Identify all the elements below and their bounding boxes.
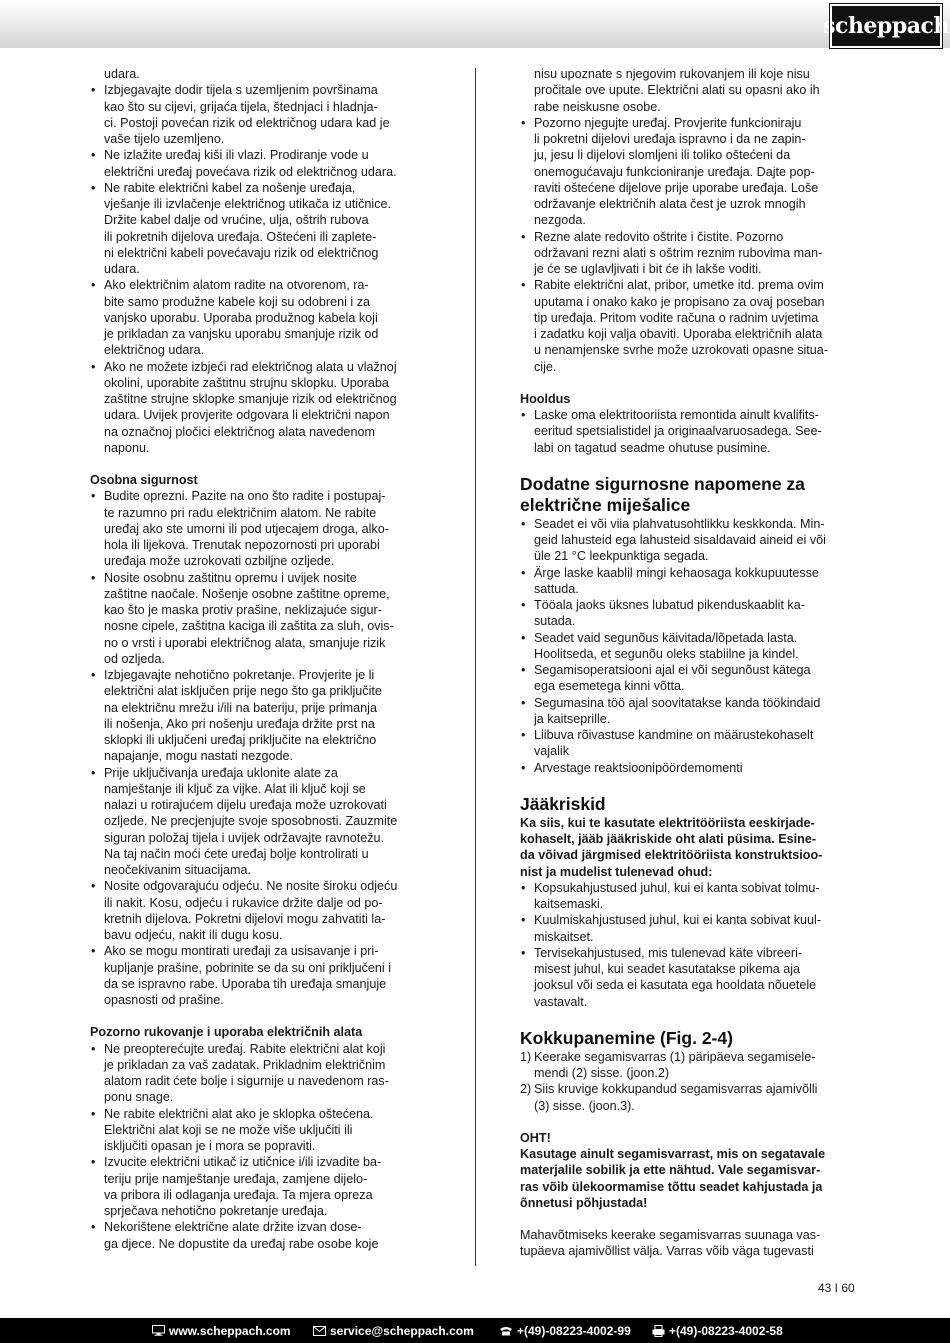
text-line: kaitsemaski. xyxy=(534,897,604,911)
fax-icon xyxy=(652,1325,665,1337)
text-line: va pribora ili odlaganja uređaja. Ta mjera opreza xyxy=(104,1187,373,1202)
text-line: vanjsko uporabu. Uporaba produžnog kabela koji xyxy=(104,310,378,325)
text-line: Hoolitseda, et segunõu oleks stabiilne ja kindel. xyxy=(534,646,799,661)
text-line: • Izbjegavajte dodir tijela s uzemljenim površinama xyxy=(104,83,378,98)
text-line: ozljede. Ne precjenjujte svoje sposobnosti. Zauzmite xyxy=(104,814,398,829)
left-column xyxy=(90,66,435,1252)
text-line: električni alat isključen prije nego što ga priključite xyxy=(104,684,382,699)
header-band xyxy=(0,0,950,48)
text-line: udara. Uvijek provjerite odgovara li električni napon xyxy=(104,408,390,423)
text-line: je prikladan za vaš zadatak. Prikladnim električnim xyxy=(104,1057,386,1072)
text-line: nosne cipele, zaštitna kaciga ili zaštita za sluh, ovis- xyxy=(104,619,394,634)
bullet-item xyxy=(90,147,435,180)
text-line: onemogućavaju funkcioniranje uređaja. Dajte pop- xyxy=(534,164,815,179)
text-line: misest juhul, kui seadet kasutatakse pikema aja xyxy=(534,962,801,976)
bullet-item xyxy=(520,277,865,375)
text-line: kupljanje prašine, pobrinite se da su oni priključeni i xyxy=(104,960,392,975)
phone-text: +(49)-08223-4002-99 xyxy=(517,1323,631,1338)
text-line: ili nošenja, Ako pri nošenju uređaja držite prst na xyxy=(104,716,375,731)
text-line: Električni alat koji se ne može više uključiti ili xyxy=(104,1122,353,1137)
bullet-item xyxy=(520,630,865,663)
bullet-item xyxy=(520,880,865,913)
text-line: električnog udara. xyxy=(104,343,205,358)
text-line: • Rabite električni alat, pribor, umetke itd. prema ovim xyxy=(534,278,824,293)
text-line: • Kopsukahjustused juhul, kui ei kanta sobivat tolmu- xyxy=(534,880,820,895)
bullet-item xyxy=(90,1041,435,1106)
text-line: neočekivanim situacijama. xyxy=(104,863,251,877)
text-line: nalazi u rotirajućem dijelu uređaja može uzrokovati xyxy=(104,798,387,812)
text-line: električni uređaj povećava rizik od električnog udara. xyxy=(104,164,397,179)
text-line: namještanje ili ključ za vijke. Alat ili ključ koji se xyxy=(104,781,366,796)
text-line: geid lahusteid ega lahusteid sisaldavaid aineid ei või xyxy=(534,533,826,547)
bullet-item xyxy=(520,912,865,945)
column-divider xyxy=(475,68,476,1266)
text-line: sattuda. xyxy=(534,581,579,596)
text-line: od ozljeda. xyxy=(104,651,165,666)
bullet-item xyxy=(90,1219,435,1252)
text-line: da võivad järgmised elektritööriista konstruktsioo- xyxy=(520,848,823,863)
phone-icon xyxy=(499,1326,513,1336)
text-line: Keerake segamisvarras (1) päripäeva segamisele- xyxy=(534,1049,816,1064)
text-line: okolini, uporabite zaštitnu strujnu sklopku. Uporaba xyxy=(104,375,389,390)
footer-phone[interactable] xyxy=(499,1318,631,1343)
text-line: raviti oštećene dijelove prije uporabe uređaja. Loše xyxy=(534,180,819,195)
bullet-item xyxy=(90,1154,435,1219)
text-line: kohaselt, jääb jääkriskide oht alati püsima. Esine- xyxy=(520,832,817,846)
text-line: isključiti opasan je i mora se popraviti. xyxy=(104,1139,316,1153)
text-line: ci. Postoji povećan rizik od električnog udara kad je xyxy=(104,115,390,130)
text-line: • Ako se mogu montirati uređaji za usisavanje i pri- xyxy=(104,944,379,959)
text-line: • Ne preopterećujte uređaj. Rabite električni alat koji xyxy=(104,1041,386,1056)
footer-bar xyxy=(0,1318,950,1343)
bullet-item xyxy=(520,229,865,278)
text-line: nist ja mudelist tulenevad ohud: xyxy=(520,864,713,879)
continued-text: udara. xyxy=(104,67,140,81)
text-line: • Prije uključivanja uređaja uklonite alate za xyxy=(104,765,338,780)
hooldus-list xyxy=(520,407,865,456)
text-line: • Tööala jaoks üksnes lubatud pikenduskaablit ka- xyxy=(534,598,805,612)
text-line: je će se uglavljivati i bit će ih lakše voditi. xyxy=(534,262,762,276)
text-line: • Rezne alate redovito oštrite i čistite. Pozorno xyxy=(534,229,784,244)
text-line: zaštitne naočale. Nošenje osobne zaštitne opreme, xyxy=(104,586,390,601)
text-line: • Ako električnim alatom radite na otvorenom, ra- xyxy=(104,278,369,293)
monitor-icon xyxy=(152,1325,165,1336)
bullet-item xyxy=(520,662,865,695)
text-line: ras võib ülekoormamise tõttu seadet kahjustada ja xyxy=(520,1179,823,1194)
danger-heading: OHT! xyxy=(520,1130,551,1145)
text-line: sutada. xyxy=(534,614,576,629)
text-line: • Seadet ei või viia plahvatusohtlikku keskkonda. Min- xyxy=(534,516,825,531)
bullet-item xyxy=(520,407,865,456)
text-line: sklopki ili uključeni uređaj priključite na električno xyxy=(104,733,377,747)
text-line: uređaj ako ste umorni ili pod utjecajem droga, alko- xyxy=(104,521,389,536)
footer-email[interactable] xyxy=(313,1318,474,1343)
text-line: tupäeva ajamivõllist välja. Varras võib väga tugevasti xyxy=(520,1244,814,1259)
text-line: Siis kruvige kokkupandud segamisvarras ajamivõlli xyxy=(534,1082,818,1097)
residual-risks-list xyxy=(520,880,865,1010)
text-line: i zadatku koji valja obaviti. Uporaba električnih alata xyxy=(534,327,823,341)
fax-text: +(49)-08223-4002-58 xyxy=(669,1323,783,1338)
residual-risks-intro xyxy=(520,815,865,880)
text-line: Mahavõtmiseks keerake segamisvarras suunaga vas- xyxy=(520,1228,821,1242)
bullet-item xyxy=(90,765,435,879)
section-heading-tool-handling: Pozorno rukovanje i uporaba električnih alata xyxy=(90,1025,363,1040)
footer-website[interactable] xyxy=(152,1318,291,1343)
text-line: vaše tijelo uzemljeno. xyxy=(104,132,225,146)
website-text: www.scheppach.com xyxy=(169,1323,291,1338)
danger-text xyxy=(520,1146,865,1211)
text-line: je prikladan za vanjsku uporabu smanjuje rizik od xyxy=(104,327,379,341)
text-line: miskaitset. xyxy=(534,929,594,944)
text-line: üle 21 °C leekpunktiga segada. xyxy=(534,549,709,564)
bullet-item xyxy=(520,695,865,728)
text-line: labi on tagatud seadme ohutuse pusimine. xyxy=(534,440,771,455)
bullet-item xyxy=(90,667,435,765)
bullet-item xyxy=(90,878,435,943)
text-line: ili pokretnih dijelova uređaja. Oštećeni ili zaplete- xyxy=(104,229,377,244)
text-line: • Izvucite električni utikač iz utičnice i/ili izvadite ba- xyxy=(104,1155,382,1170)
bullet-item xyxy=(90,180,435,278)
text-line: • Laske oma elektritooriista remontida ainult kvalifits- xyxy=(534,408,819,422)
section-heading-residual-risks: Jääkriskid xyxy=(520,793,606,814)
text-line: ili nakit. Kosu, odjeću i rukavice držite dalje od po- xyxy=(104,895,383,910)
brand-logo: scheppach xyxy=(830,4,942,48)
text-line: održavanje električnih alata čest je uzrok mnogih xyxy=(534,197,806,211)
bullet-item xyxy=(90,359,435,457)
text-line: tip uređaja. Pritom vodite računa o radnim uvjetima xyxy=(534,310,819,325)
bullet-item xyxy=(90,277,435,358)
text-line: ponu snage. xyxy=(104,1090,174,1105)
continued-text xyxy=(520,66,865,115)
text-line: • Budite oprezni. Pazite na ono što radite i postupaj- xyxy=(104,489,386,504)
text-line: • Izbjegavajte nehotično pokretanje. Provjerite je li xyxy=(104,668,375,682)
text-line: jooksul või seda ei kasutata ega hooldata nõuetele xyxy=(534,978,817,993)
text-line: (3) sisse. (joon.3). xyxy=(534,1098,635,1113)
section-heading-mixer-safety xyxy=(520,474,865,516)
text-line: Držite kabel dalje od vrućine, ulja, oštrih rubova xyxy=(104,213,369,228)
bullet-item xyxy=(520,597,865,630)
text-line: • Segumasina töö ajal soovitatakse kanda töökindaid xyxy=(534,695,821,710)
text-line: vajalik xyxy=(534,744,569,759)
bullet-item xyxy=(90,570,435,668)
bullet-item xyxy=(520,516,865,565)
text-line: opasnosti od prašine. xyxy=(104,993,224,1007)
text-line: • Nekorištene električne alate držite izvan dose- xyxy=(104,1220,362,1235)
bullet-item xyxy=(90,488,435,569)
text-line: da se ispravno rabe. Uporaba tih uređaja smanjuje xyxy=(104,976,387,991)
text-line: Ka siis, kui te kasutate elektritööriista eeskirjade- xyxy=(520,815,815,830)
assembly-step xyxy=(520,1049,865,1082)
text-line: električne miješalice xyxy=(520,494,691,515)
section-heading-hooldus: Hooldus xyxy=(520,391,571,406)
text-line: kretnih dijelova. Pokretni dijelovi mogu zahvatiti la- xyxy=(104,911,386,926)
bullet-item xyxy=(90,943,435,1008)
text-line: no o vrsti i uporabi električnog alata, smanjuje rizik xyxy=(104,635,386,650)
text-line: Na taj način moći ćete uređaj bolje kontrolirati u xyxy=(104,846,369,861)
section-heading-personal-safety: Osobna sigurnost xyxy=(90,473,198,487)
text-line: • Kuulmiskahjustused juhul, kui ei kanta sobivat kuul- xyxy=(534,913,822,928)
text-line: ga djece. Ne dopustite da uređaj rabe osobe koje xyxy=(104,1236,379,1251)
bullet-item xyxy=(520,760,865,776)
mail-icon xyxy=(313,1326,326,1336)
personal-safety-list xyxy=(90,488,435,1008)
mixer-safety-list xyxy=(520,516,865,776)
bullet-item xyxy=(520,945,865,1010)
assembly-step xyxy=(520,1081,865,1114)
text-line: • Ako ne možete izbjeći rad električnog alata u vlažnoj xyxy=(104,359,397,374)
text-line: zaštitne strujne sklopke smanjuje rizik od električnog xyxy=(104,392,397,406)
text-line: • Seadet vaid segunõus käivitada/lõpetada lasta. xyxy=(534,630,798,645)
text-line: na označnoj pločici električnog alata navedenom xyxy=(104,424,375,439)
step-number: 2) xyxy=(520,1082,532,1097)
bullet-item xyxy=(520,115,865,229)
text-line: Dodatne sigurnosne napomene za xyxy=(520,473,805,494)
text-line: • Tervisekahjustused, mis tulenevad käte vibreeri- xyxy=(534,945,803,960)
text-line: nisu upoznate s njegovim rukovanjem ili koje nisu xyxy=(534,67,810,81)
tool-handling-list xyxy=(90,1041,435,1252)
text-line: ja kaitseprille. xyxy=(534,711,611,726)
text-line: uputama i onako kako je propisano za ovaj poseban xyxy=(534,294,825,309)
text-line: te razumno pri radu električnim alatom. Ne rabite xyxy=(104,505,377,520)
text-line: sprječava nehotično pokretanje uređaja. xyxy=(104,1204,328,1218)
text-line: u nenamjenske svrhe može uzrokovati opasne situa- xyxy=(534,343,829,358)
text-line: • Arvestage reaktsioonipöördemomenti xyxy=(534,760,743,775)
removal-text xyxy=(520,1227,865,1260)
text-line: vješanje ili izvlačenje električnog utikača iz utičnice. xyxy=(104,197,391,211)
text-line: • Ne rabite električni alat ako je sklopka oštećena. xyxy=(104,1106,374,1121)
electrical-safety-list xyxy=(90,82,435,456)
text-line: ni električni kabeli povećavaju rizik od električnog xyxy=(104,245,379,260)
text-line: rabe neiskusne osobe. xyxy=(534,99,661,114)
text-line: uređaja može uzrokovati ozbiljne ozljede. xyxy=(104,554,335,569)
text-line: napajanje, mogu nastati nezgode. xyxy=(104,749,294,764)
text-line: alatom radit ćete bolje i sigurnije u navedenom ras- xyxy=(104,1074,389,1088)
bullet-item xyxy=(520,727,865,760)
step-number: 1) xyxy=(520,1049,532,1064)
text-line: õnnetusi põhjustada! xyxy=(520,1195,648,1210)
text-line: • Pozorno njegujte uređaj. Provjerite funkcioniraju xyxy=(534,115,802,130)
text-line: kao što je maska protiv prašine, neklizajuće sigur- xyxy=(104,603,382,617)
bullet-item xyxy=(520,565,865,598)
text-line: naponu. xyxy=(104,440,150,455)
text-line: ju, jesu li dijelovi slomljeni ili toliko oštećeni da xyxy=(534,148,791,163)
page-number: 43 I 60 xyxy=(818,1281,855,1295)
text-line: • Ne rabite električni kabel za nošenje uređaja, xyxy=(104,180,356,195)
text-line: eeritud spetsialistidel ja originaalvaruosadega. See- xyxy=(534,424,822,439)
text-line: • Segamisoperatsiooni ajal ei või segunõust kätega xyxy=(534,663,811,677)
text-line: pročitale ove upute. Električni alati su opasni ako ih xyxy=(534,83,820,98)
text-line: siguran položaj tijela i uvijek održavajte ravnotežu. xyxy=(104,830,385,845)
right-column xyxy=(520,66,865,1260)
text-line: • Nosite osobnu zaštitnu opremu i uvijek nosite xyxy=(104,570,357,585)
text-line: materjalile sobilik ja ette nähtud. Vale segamisvar- xyxy=(520,1163,821,1178)
text-line: cije. xyxy=(534,359,557,374)
assembly-steps xyxy=(520,1049,865,1114)
section-heading-assembly: Kokkupanemine (Fig. 2-4) xyxy=(520,1027,733,1048)
footer-fax[interactable] xyxy=(652,1318,783,1343)
tool-care-list xyxy=(520,115,865,375)
text-line: nezgoda. xyxy=(534,213,586,228)
text-line: li pokretni dijelovi uređaja ispravno i da ne zapin- xyxy=(534,132,806,146)
bullet-item xyxy=(90,1106,435,1155)
text-line: • Nosite odgovarajuću odjeću. Ne nosite široku odjeću xyxy=(104,879,398,894)
text-line: mendi (2) sisse. (joon.2) xyxy=(534,1066,670,1080)
text-line: teriju prije namještanje uređaja, zamjene dijelo- xyxy=(104,1171,368,1186)
text-line: hola ili lijekova. Trenutak nepozornosti pri uporabi xyxy=(104,538,380,552)
text-line: • Ärge laske kaablil mingi kehaosaga kokkupuutesse xyxy=(534,565,819,580)
text-line: • Liibuva rõivastuse kandmine on määrustekohaselt xyxy=(534,728,814,742)
text-line: Kasutage ainult segamisvarrast, mis on segatavale xyxy=(520,1147,826,1161)
text-line: održavani rezni alati s oštrim reznim rubovima man- xyxy=(534,245,823,260)
text-line: bavu odjeću, nakit ili dugu kosu. xyxy=(104,928,283,942)
text-line: vastavalt. xyxy=(534,994,588,1009)
email-text: service@scheppach.com xyxy=(330,1323,474,1338)
text-line: • Ne izlažite uređaj kiši ili vlazi. Prodiranje vode u xyxy=(104,148,369,163)
text-line: kao što su cijevi, grijaća tijela, štednjaci i hladnja- xyxy=(104,99,378,114)
text-line: na električnu mrežu i/ili na bateriju, prije primanja xyxy=(104,700,377,715)
bullet-item xyxy=(90,82,435,147)
text-line: udara. xyxy=(104,262,140,276)
text-line: bite samo produžne kabele koji su odobreni i za xyxy=(104,294,371,309)
text-line: ega esemetega kinni võtta. xyxy=(534,679,685,694)
